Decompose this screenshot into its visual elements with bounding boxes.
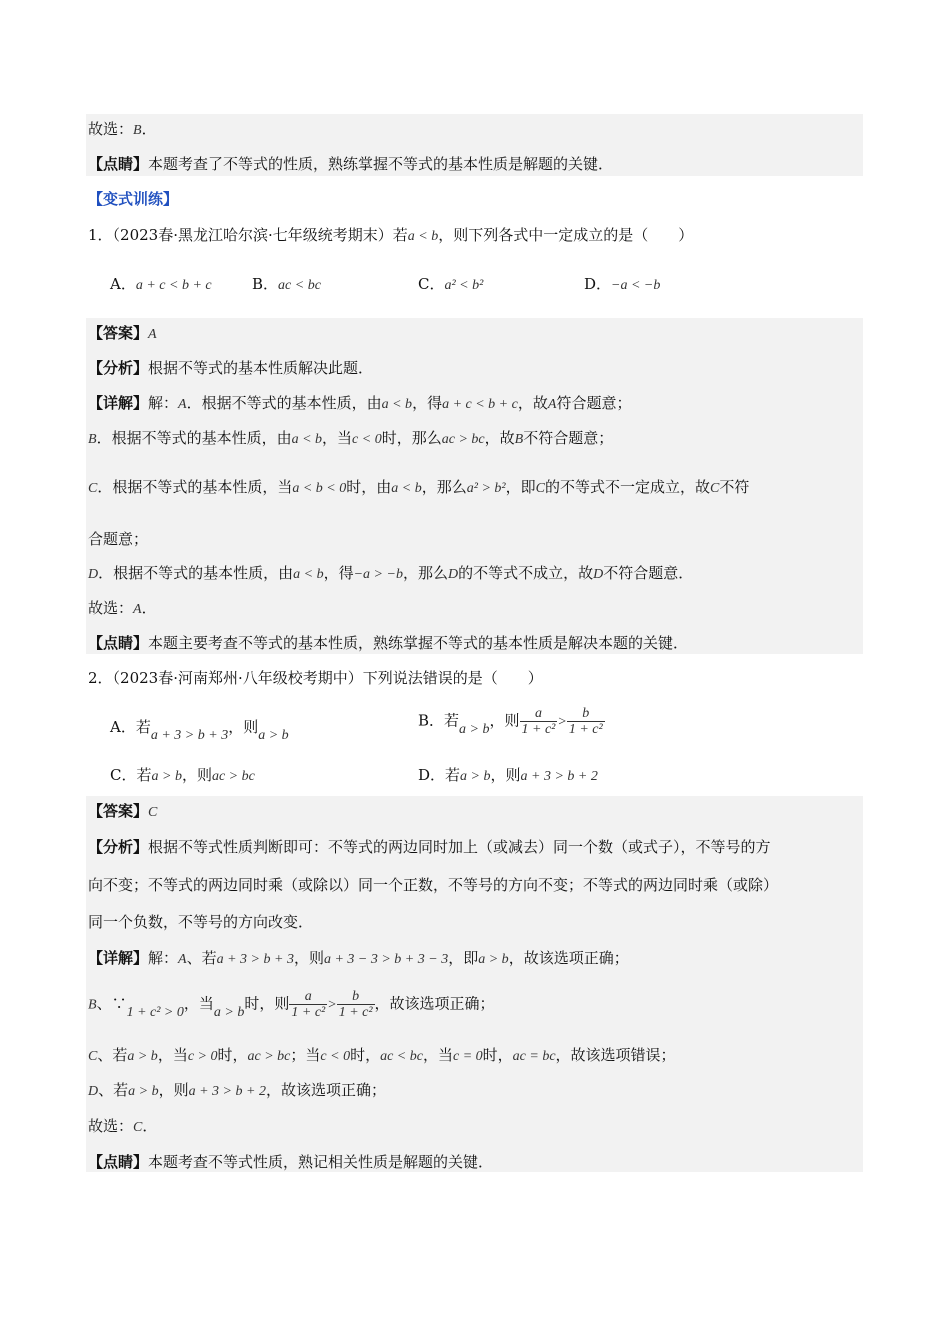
denominator: 1 + c² [291, 1005, 326, 1020]
prev-comment-line [88, 154, 613, 174]
m: B [88, 432, 97, 447]
m: a > b [460, 769, 491, 784]
choose-value: B [133, 123, 142, 138]
q1-option-d [584, 274, 660, 296]
m: a < b [381, 397, 413, 412]
m: D [88, 567, 99, 582]
m: a + 3 > b + 2 [188, 1084, 266, 1099]
option-letter: B． [252, 275, 279, 293]
t: ，故 [517, 394, 548, 412]
detail-tag: 【详解】 [88, 949, 149, 967]
t: 、若 [98, 1081, 129, 1099]
m: > [327, 997, 337, 1013]
m: a + 3 > b + 3 [150, 728, 229, 743]
answer-tag: 【答案】 [88, 802, 149, 820]
option-expr: a + c < b + c [135, 278, 212, 293]
q1-option-c [418, 274, 483, 296]
section-title: 【变式训练】 [88, 190, 179, 208]
numerator: b [567, 706, 605, 722]
denominator: 1 + c² [521, 722, 556, 737]
q2-detail-1 [88, 948, 629, 970]
q1-analysis [88, 358, 373, 378]
q1-detail-2 [88, 428, 613, 450]
t: ．根据不等式的基本性质，由 [186, 394, 382, 412]
t: 时，由 [346, 478, 392, 496]
t: 时， [482, 1046, 513, 1064]
t: ，当 [422, 1046, 453, 1064]
comment-text: 本题考查不等式性质，熟记相关性质是解题的关键． [148, 1153, 494, 1171]
t: 时， [217, 1046, 248, 1064]
q1-detail-3 [88, 477, 749, 499]
m: a + c < b + c [442, 397, 518, 412]
q2-analysis-1 [88, 837, 771, 857]
choose-value: A [133, 602, 142, 617]
q2-detail-3 [88, 1045, 676, 1067]
q1-stem-text: （2023春·黑龙江哈尔滨·七年级统考期末）若 [112, 226, 408, 244]
t: 不符合题意； [523, 429, 614, 447]
denominator: 1 + c² [568, 722, 603, 737]
t: 时， [350, 1046, 381, 1064]
t: 、∵ [96, 994, 127, 1013]
q2-option-b [418, 706, 605, 737]
m: D [593, 567, 604, 582]
m: c < 0 [352, 432, 382, 447]
q2-detail-4 [88, 1080, 386, 1102]
t: ，则 [181, 766, 212, 784]
t: 不符合题意． [603, 564, 694, 582]
t: ，得 [323, 564, 354, 582]
option-letter: A． [110, 275, 136, 293]
t: ，当 [322, 429, 353, 447]
m: a < b [391, 481, 422, 496]
option-letter: A． [110, 718, 136, 736]
t: ，则 [228, 718, 259, 736]
q2-number: 2． [88, 669, 113, 687]
m: C [88, 481, 98, 496]
q1-detail-4 [88, 563, 693, 585]
fraction [289, 989, 327, 1020]
q1-stem-math: a < b [407, 229, 439, 244]
answer-value: A [148, 327, 157, 342]
q1-detail-1 [88, 393, 631, 415]
m: c > 0 [187, 1049, 218, 1064]
m: ac > bc [247, 1049, 291, 1064]
q1-detail-3b: 合题意； [88, 530, 149, 548]
numerator: a [289, 989, 327, 1005]
option-letter: D． [418, 766, 446, 784]
t: ，则 [158, 1081, 189, 1099]
m: ac > bc [211, 769, 255, 784]
q1-option-a [110, 274, 212, 296]
m: > [557, 714, 567, 730]
q2-analysis-2: 向不变；不等式的两边同时乘（或除以）同一个正数，不等号的方向不变；不等式的两边同时乘（或除） [88, 876, 779, 894]
m: a² > b² [466, 481, 506, 496]
detail-tag: 【详解】 [88, 394, 149, 412]
t: ，则 [490, 766, 521, 784]
t: 解： [148, 394, 179, 412]
t: ，得 [412, 394, 443, 412]
m: A [178, 397, 187, 412]
fraction [567, 706, 605, 737]
t: ，即 [448, 949, 479, 967]
t: ，故该选项错误； [555, 1046, 676, 1064]
t: 时，那么 [381, 429, 442, 447]
t: ，那么 [421, 478, 467, 496]
m: a + 3 > b + 3 [216, 952, 294, 967]
option-expr: −a < −b [611, 278, 661, 293]
m: a < b [293, 567, 324, 582]
q2-option-d [418, 765, 598, 787]
comment-text: 本题考查了不等式的性质，熟练掌握不等式的基本性质是解题的关键． [148, 155, 614, 173]
q2-option-a [110, 717, 289, 743]
t: ，故该选项正确； [508, 949, 629, 967]
t: 符合题意； [556, 394, 632, 412]
t: 、若 [97, 1046, 128, 1064]
option-letter: C． [418, 275, 445, 293]
m: a > b [151, 769, 182, 784]
m: a > b [213, 1004, 245, 1020]
t: 时，则 [244, 994, 290, 1013]
t: ．根据不等式的基本性质，由 [98, 564, 294, 582]
m: a > b [459, 721, 490, 737]
q1-stem-tail: ，则下列各式中一定成立的是（ ） [438, 226, 694, 244]
q1-option-b [252, 274, 321, 296]
t: ，则 [293, 949, 324, 967]
q2-option-c [110, 765, 255, 787]
t: ，故该选项正确； [374, 994, 495, 1013]
q1-stem [88, 225, 693, 247]
t: 解： [148, 949, 179, 967]
analysis-tag: 【分析】 [88, 359, 149, 377]
m: B [514, 432, 524, 447]
q1-number: 1． [88, 226, 113, 244]
comment-tag: 【点睛】 [88, 634, 149, 652]
m: a > b [127, 1049, 158, 1064]
m: a + 3 − 3 > b + 3 − 3 [323, 952, 449, 967]
prev-choose-line: 故选：B． [88, 120, 157, 138]
m: a > b [258, 728, 289, 743]
option-expr: ac < bc [278, 278, 321, 293]
q2-comment [88, 1152, 493, 1172]
t: 若 [444, 711, 460, 730]
t: ，当 [183, 994, 214, 1013]
m: 1 + c² > 0 [126, 1004, 184, 1020]
analysis-tag: 【分析】 [88, 838, 149, 856]
t: ，即 [505, 478, 536, 496]
m: c < 0 [320, 1049, 351, 1064]
analysis-text: 根据不等式性质判断即可：不等式的两边同时加上（或减去）同一个数（或式子），不等号的方 [148, 838, 771, 856]
option-letter: D． [584, 275, 612, 293]
q2-stem [88, 668, 543, 688]
t: 若 [136, 766, 152, 784]
comment-text: 本题主要考查不等式的基本性质，熟练掌握不等式的基本性质是解决本题的关键． [148, 634, 689, 652]
comment-tag: 【点睛】 [88, 1153, 149, 1171]
choose-label: 故选： [88, 599, 134, 617]
t: ，则 [489, 711, 520, 730]
m: a < b [291, 432, 323, 447]
m: ac < bc [380, 1049, 423, 1064]
t: 、若 [186, 949, 217, 967]
denominator: 1 + c² [338, 1005, 373, 1020]
t: 若 [135, 718, 151, 736]
q2-analysis-3: 同一个负数，不等号的方向改变． [88, 913, 314, 931]
t: ，故 [484, 429, 515, 447]
choose-label: 故选： [88, 1117, 134, 1135]
t: ，当 [157, 1046, 188, 1064]
m: C [535, 481, 545, 496]
t: 若 [445, 766, 461, 784]
m: a < b < 0 [292, 481, 347, 496]
m: a > b [478, 952, 509, 967]
option-expr: a² < b² [444, 278, 484, 293]
q1-comment [88, 633, 688, 653]
m: C [709, 481, 720, 496]
q1-answer [88, 323, 157, 345]
t: ．根据不等式的基本性质，由 [96, 429, 292, 447]
answer-tag: 【答案】 [88, 324, 149, 342]
answer-value: C [148, 805, 158, 820]
fraction [337, 989, 375, 1020]
q2-answer [88, 801, 157, 823]
choose-label: 故选： [88, 120, 134, 138]
option-letter: B． [418, 711, 445, 730]
t: ，那么 [402, 564, 448, 582]
m: C [88, 1049, 98, 1064]
choose-value: C [133, 1120, 143, 1135]
m: ac > bc [441, 432, 485, 447]
t: ；当 [290, 1046, 321, 1064]
q1-choose: 故选：A． [88, 599, 157, 617]
q2-detail-2 [88, 989, 495, 1020]
option-letter: C． [110, 766, 137, 784]
numerator: b [337, 989, 375, 1005]
m: D [88, 1084, 99, 1099]
m: A [178, 952, 187, 967]
numerator: a [520, 706, 558, 722]
analysis-text: 根据不等式的基本性质解决此题． [148, 359, 374, 377]
t: 的不等式不一定成立，故 [544, 478, 710, 496]
m: −a > −b [353, 567, 403, 582]
m: B [88, 997, 97, 1013]
t: ，故该选项正确； [265, 1081, 386, 1099]
m: A [547, 397, 557, 412]
m: a + 3 > b + 2 [520, 769, 598, 784]
m: c = 0 [452, 1049, 483, 1064]
t: 的不等式不成立，故 [458, 564, 594, 582]
t: ．根据不等式的基本性质，当 [97, 478, 293, 496]
m: D [447, 567, 459, 582]
m: ac = bc [512, 1049, 556, 1064]
comment-tag: 【点睛】 [88, 155, 149, 173]
q2-stem-text: （2023春·河南郑州·八年级校考期中）下列说法错误的是（ ） [112, 669, 543, 687]
t: 不符 [719, 478, 750, 496]
q2-choose: 故选：C． [88, 1117, 158, 1135]
m: a > b [128, 1084, 159, 1099]
fraction [520, 706, 558, 737]
